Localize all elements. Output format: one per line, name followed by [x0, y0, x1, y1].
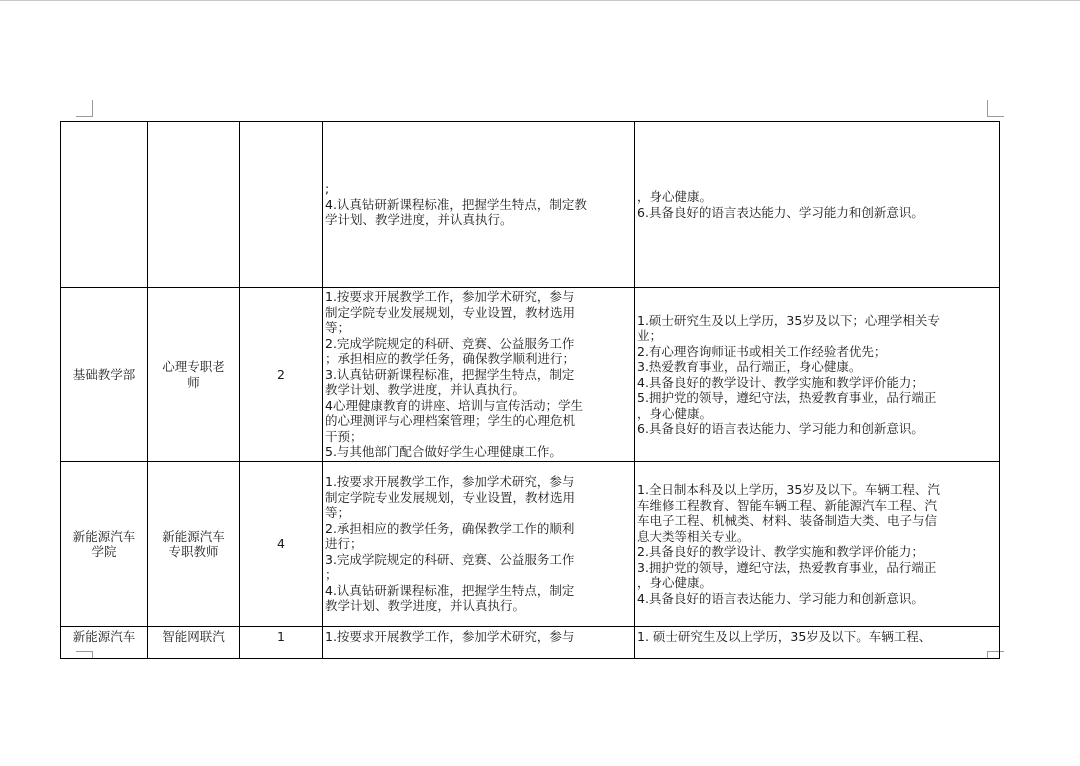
table-row — [61, 122, 1000, 288]
position-cell-line: 师 — [187, 374, 200, 390]
headcount-cell: 4 — [240, 462, 323, 627]
duties-cell-line: 的心理测评与心理档案管理；学生的心理危机 — [325, 413, 576, 429]
duties-cell-line: 等； — [325, 320, 351, 336]
duties-cell-line: 1.按要求开展教学工作，参加学术研究，参与 — [325, 289, 575, 305]
requirements-cell-line: 2.具备良好的教学设计、教学实施和教学评价能力； — [637, 544, 924, 559]
position-cell-line: 智能网联汽 — [162, 629, 225, 644]
requirements-cell-line: 息大类等相关专业。 — [637, 528, 750, 544]
crop-mark-top-right — [987, 100, 1004, 117]
duties-cell-line: 干预； — [325, 428, 363, 444]
department-cell-line: 新能源汽车 — [72, 528, 136, 544]
duties-cell-line: 4.认真钻研新课程标准，把握学生特点，制定教 — [325, 196, 587, 212]
crop-mark-top-left — [76, 100, 93, 117]
requirements-cell-line: 6.具备良好的语言表达能力、学习能力和创新意识。 — [637, 204, 924, 220]
duties-cell-line: 等； — [325, 505, 351, 521]
requirements-cell-line: ，身心健康。 — [637, 405, 713, 421]
page-top-border — [0, 0, 1080, 1]
duties-cell-line: 2.承担相应的教学任务，确保教学工作的顺利 — [325, 520, 575, 536]
requirements-cell-line: 1.全日制本科及以上学历，35岁及以下。车辆工程、汽 — [637, 482, 940, 497]
duties-cell — [323, 627, 635, 659]
requirements-cell-line: 4.具备良好的教学设计、教学实施和教学评价能力； — [637, 374, 924, 390]
duties-cell — [323, 462, 635, 627]
duties-cell-line: 1.按要求开展教学工作，参加学术研究，参与 — [325, 629, 575, 644]
duties-cell-line: 3.认真钻研新课程标准，把握学生特点，制定 — [325, 366, 575, 382]
duties-cell-line: 学计划、教学进度，并认真执行。 — [325, 212, 513, 228]
requirements-cell — [635, 122, 1000, 288]
duties-cell-line: 教学计划、教学进度，并认真执行。 — [325, 598, 526, 614]
requirements-cell — [635, 627, 1000, 659]
requirements-cell — [635, 462, 1000, 627]
table-row — [61, 288, 1000, 462]
duties-cell-line: 制定学院专业发展规划，专业设置，教材选用 — [325, 304, 576, 320]
position-cell-line: 心理专职老 — [162, 359, 225, 374]
page-bottom-margin — [0, 659, 1080, 766]
headcount-cell — [240, 122, 323, 288]
requirements-cell-line: 2.有心理咨询师证书或相关工作经验者优先； — [637, 343, 887, 359]
headcount-cell: 1 — [240, 627, 323, 659]
position-cell-line: 专职教师 — [168, 544, 219, 559]
requirements-cell-line: 车电子工程、机械类、材料、装备制造大类、电子与信 — [637, 513, 938, 528]
requirements-cell-line: ，身心健康。 — [637, 575, 713, 590]
headcount-cell: 2 — [240, 288, 323, 462]
duties-cell-line: 1.按要求开展教学工作，参加学术研究，参与 — [325, 474, 575, 490]
requirements-cell-line: ，身心健康。 — [637, 189, 713, 204]
requirements-cell-line: 车维修工程教育、智能车辆工程、新能源汽车工程、汽 — [637, 497, 938, 513]
department-cell — [61, 462, 148, 627]
requirements-cell-line: 3.热爱教育事业，品行端正，身心健康。 — [637, 359, 862, 374]
duties-cell-line: 5.与其他部门配合做好学生心理健康工作。 — [325, 444, 562, 460]
position-cell — [148, 627, 240, 659]
department-cell-line: 基础教学部 — [72, 366, 136, 382]
requirements-cell-line: 1.硕士研究生及以上学历，35岁及以下；心理学相关专 — [637, 312, 940, 328]
duties-cell-line: 制定学院专业发展规划，专业设置，教材选用 — [325, 489, 576, 505]
requirements-cell-line: 5.拥护党的领导，遵纪守法，热爱教育事业，品行端正 — [637, 390, 937, 405]
duties-cell-line: ；承担相应的教学任务，确保教学顺利进行； — [325, 351, 576, 367]
duties-cell-line: 3.完成学院规定的科研、竞赛、公益服务工作 — [325, 551, 575, 567]
position-cell — [148, 122, 240, 288]
department-cell — [61, 288, 148, 462]
duties-cell-line: 4.认真钻研新课程标准，把握学生特点，制定 — [325, 582, 575, 598]
table-row — [61, 627, 1000, 659]
duties-cell-line: 进行； — [325, 536, 363, 552]
duties-cell — [323, 288, 635, 462]
duties-cell-line: ; — [325, 181, 330, 197]
position-cell — [148, 462, 240, 627]
duties-cell-line: 4心理健康教育的讲座、培训与宣传活动；学生 — [325, 397, 583, 413]
department-cell-line: 新能源汽车 — [72, 629, 136, 644]
department-cell — [61, 627, 148, 659]
requirements-cell-line: 4.具备良好的语言表达能力、学习能力和创新意识。 — [637, 590, 924, 606]
requirements-cell — [635, 288, 1000, 462]
requirements-cell-line: 3.拥护党的领导，遵纪守法，热爱教育事业，品行端正 — [637, 559, 937, 575]
department-cell — [61, 122, 148, 288]
requirements-cell-line: 业； — [637, 328, 663, 343]
duties-cell-line: 教学计划、教学进度，并认真执行。 — [325, 382, 526, 398]
table-row — [61, 462, 1000, 627]
requirements-cell-line: 6.具备良好的语言表达能力、学习能力和创新意识。 — [637, 421, 924, 436]
job-positions-table — [60, 121, 1000, 659]
position-cell-line: 新能源汽车 — [162, 528, 225, 544]
requirements-cell-line: 1. 硕士研究生及以上学历，35岁及以下。车辆工程、 — [637, 629, 932, 644]
department-cell-line: 学院 — [91, 544, 117, 559]
duties-cell — [323, 122, 635, 288]
duties-cell-line: 2.完成学院规定的科研、竞赛、公益服务工作 — [325, 335, 575, 351]
position-cell — [148, 288, 240, 462]
duties-cell-line: ； — [325, 567, 338, 583]
